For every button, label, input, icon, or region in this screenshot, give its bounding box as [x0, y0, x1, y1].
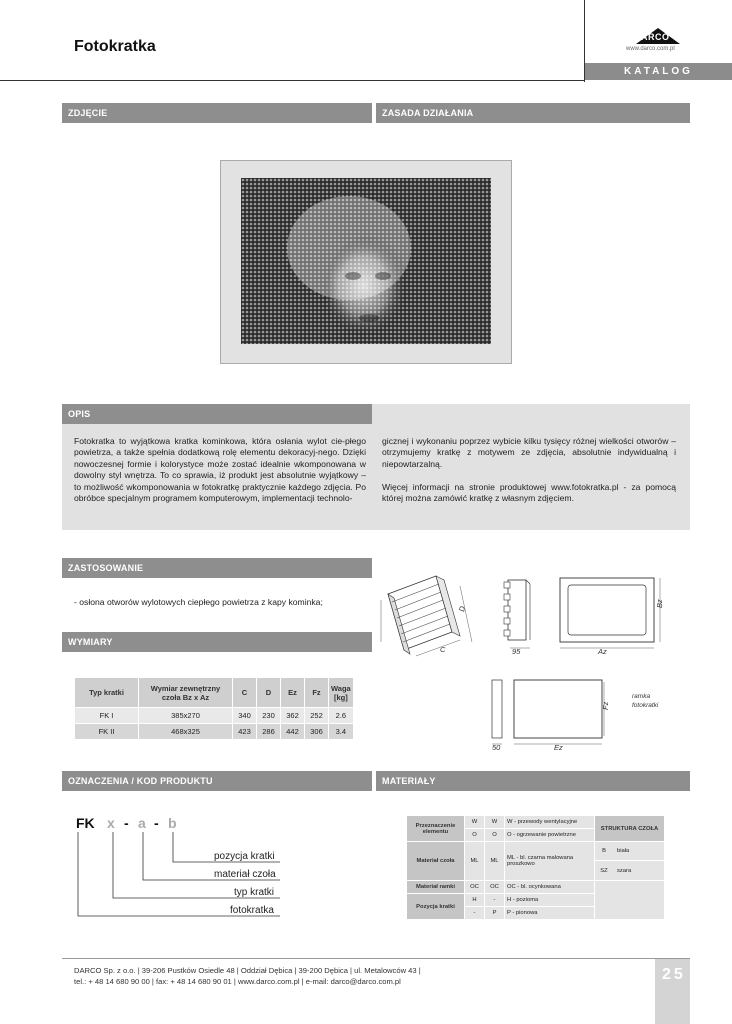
structure-list: [595, 842, 665, 881]
frame-label-line1: ramka: [632, 693, 651, 700]
materials-table: [406, 815, 665, 920]
section-bar-photo: [62, 103, 372, 123]
description-left-text: Fotokratka to wyjątkowa kratka kominkowa, która osłania wylot cie-płego powietrza, a także spełnia dodatkową rolę elementu dekoracyj-nego. Dzięki nowoczesnej formie i kolorystyce może zostać idealnie wkomponowana w dowolny styl wnętrza. To co sprawia, iż produkt jest absolutnie wyjątkowy – to możliwość wkomponowania w fotokratkę praktycznie każdego zdjęcia. Po obróbce specjalnym programem komputerowym, implementacji technolo-: [74, 436, 366, 504]
mat-position-label: Pozycja kratki: [407, 894, 465, 920]
mat-cell: ML: [465, 842, 485, 881]
code-dash-2: -: [154, 815, 159, 831]
mat-desc: ML - bl. czarna malowana proszkowo: [505, 842, 595, 881]
catalog-label: KATALOG: [624, 66, 693, 77]
structure-row: [595, 861, 664, 880]
section-title-product-code: OZNACZENIA / KOD PRODUKTU: [68, 776, 213, 786]
mat-desc: W - przewody wentylacyjne: [505, 816, 595, 829]
table-row: [407, 816, 665, 829]
cell-fz: 306: [305, 724, 329, 740]
cell-c: 340: [233, 708, 257, 724]
th-ez: Ez: [281, 678, 305, 708]
mat-cell: -: [485, 894, 505, 907]
application-text: - osłona otworów wylotowych ciepłego powietrza z kapy kominka;: [74, 597, 323, 607]
dim-fz-label: Fz: [601, 701, 610, 710]
dim-bz-label: Bz: [655, 599, 664, 608]
section-bar-principle: [376, 103, 690, 123]
table-row: [75, 708, 354, 724]
dim-95-label: 95: [512, 647, 521, 656]
darco-logo: [622, 28, 682, 58]
mat-cell: -: [465, 907, 485, 920]
mat-cell: W: [465, 816, 485, 829]
structure-row: [595, 842, 664, 861]
code-prefix: FK: [76, 815, 95, 831]
dim-az-label: Az: [598, 647, 607, 656]
mat-cell: O: [465, 829, 485, 842]
section-title-materials: MATERIAŁY: [382, 776, 436, 786]
page-title: Fotokratka: [74, 38, 156, 55]
mat-cell: P: [485, 907, 505, 920]
structure-name: szara: [617, 867, 632, 874]
th-weight: [329, 678, 354, 708]
structure-code: B: [602, 848, 606, 854]
th-d: D: [257, 678, 281, 708]
structure-header: STRUKTURA CZOŁA: [595, 816, 665, 842]
cell-type: FK II: [75, 724, 139, 740]
code-label-photogrille: fotokratka: [230, 905, 274, 916]
cell-front: 468x325: [139, 724, 233, 740]
footer-address: [74, 965, 421, 987]
mat-purpose-label: Przeznaczenie elementu: [407, 816, 465, 842]
cell-d: 230: [257, 708, 281, 724]
code-label-type: typ kratki: [234, 887, 275, 898]
header-divider-horizontal: [0, 80, 585, 81]
grille-isometric-dimensions: [376, 572, 492, 658]
code-b: b: [168, 815, 177, 831]
mat-desc: H - pozioma: [505, 894, 595, 907]
table-row: [407, 881, 665, 894]
mat-cell: O: [485, 829, 505, 842]
grille-front-drawing: [554, 574, 672, 656]
code-x: x: [107, 815, 115, 831]
section-title-description: OPIS: [68, 409, 91, 419]
section-bar-description: [62, 404, 372, 424]
mat-desc: P - pionowa: [505, 907, 595, 920]
logo-url: www.darco.com.pl: [626, 46, 675, 52]
footer-line-1: DARCO Sp. z o.o. | 39-206 Pustków Osiedle 48 | Oddział Dębica | 39-200 Dębica | ul. Metalowców 43 |: [74, 966, 421, 975]
dimensions-table: [74, 677, 354, 740]
section-bar-dimensions: [62, 632, 372, 652]
code-label-front-material: materiał czoła: [214, 869, 276, 880]
dim-d-label: D: [457, 605, 467, 613]
description-right-text-2: Więcej informacji na stronie produktowej www.fotokratka.pl - za pomocą której można zamówić kratkę z własnym zdjęciem.: [382, 482, 676, 504]
code-dash-1: -: [124, 815, 129, 831]
structure-code: SZ: [600, 867, 608, 874]
perforated-portrait-image: [241, 178, 491, 344]
mat-front-label: Materiał czoła: [407, 842, 465, 881]
th-front-line2: czoła Bz x Az: [161, 692, 210, 702]
dim-ez-label: Ez: [554, 743, 563, 752]
cell-ez: 362: [281, 708, 305, 724]
structure-name: biała: [617, 848, 630, 854]
mat-cell: H: [465, 894, 485, 907]
cell-type: FK I: [75, 708, 139, 724]
mat-cell: OC: [485, 881, 505, 894]
code-label-position: pozycja kratki: [214, 851, 275, 862]
cell-ez: 442: [281, 724, 305, 740]
cell-front: 385x270: [139, 708, 233, 724]
cell-weight: 3.4: [329, 724, 354, 740]
section-title-application: ZASTOSOWANIE: [68, 563, 144, 573]
section-bar-application: [62, 558, 372, 578]
th-fz: Fz: [305, 678, 329, 708]
section-bar-materials: [376, 771, 690, 791]
frame-drawing: [486, 676, 610, 752]
section-title-photo: ZDJĘCIE: [68, 108, 108, 118]
mat-cell: W: [485, 816, 505, 829]
structure-empty: [595, 881, 665, 920]
cell-weight: 2.6: [329, 708, 354, 724]
dim-c-label: C: [440, 645, 446, 654]
section-title-principle: ZASADA DZIAŁANIA: [382, 108, 474, 118]
th-type: Typ kratki: [75, 678, 139, 708]
table-row: [75, 724, 354, 740]
th-front-line1: Wymiar zewnętrzny: [150, 683, 221, 693]
table-row: [407, 842, 665, 881]
page-number: 25: [662, 966, 686, 983]
th-weight-line1: Waga: [331, 683, 351, 693]
frame-label-line2: fotokratki: [632, 702, 659, 709]
footer-line-2: tel.: + 48 14 680 90 00 | fax: + 48 14 680 90 01 | www.darco.com.pl | e-mail: darco@darco.com.pl: [74, 977, 401, 986]
dim-50-label: 50: [492, 743, 501, 752]
mat-cell: OC: [465, 881, 485, 894]
section-title-dimensions: WYMIARY: [68, 637, 113, 647]
logo-wordmark: DARCO: [634, 32, 670, 42]
description-right-text-1: gicznej i wykonaniu poprzez wybicie kilku tysięcy różnej wielkości otworów – otrzymujemy kratkę z motywem ze zdjęcia, absolutnie indywidualną i niepowtarzalną.: [382, 436, 676, 469]
cell-c: 423: [233, 724, 257, 740]
mat-cell: ML: [485, 842, 505, 881]
mat-desc: OC - bl. ocynkowana: [505, 881, 595, 894]
mat-frame-label: Materiał ramki: [407, 881, 465, 894]
th-c: C: [233, 678, 257, 708]
mat-desc: O - ogrzewanie powietrzne: [505, 829, 595, 842]
section-bar-product-code: [62, 771, 372, 791]
footer-divider: [62, 958, 690, 959]
th-front: [139, 678, 233, 708]
grille-side-drawing: [496, 574, 548, 656]
code-a: a: [138, 815, 146, 831]
th-weight-line2: [kg]: [333, 692, 348, 702]
frame-label: [632, 692, 658, 710]
cell-d: 286: [257, 724, 281, 740]
cell-fz: 252: [305, 708, 329, 724]
